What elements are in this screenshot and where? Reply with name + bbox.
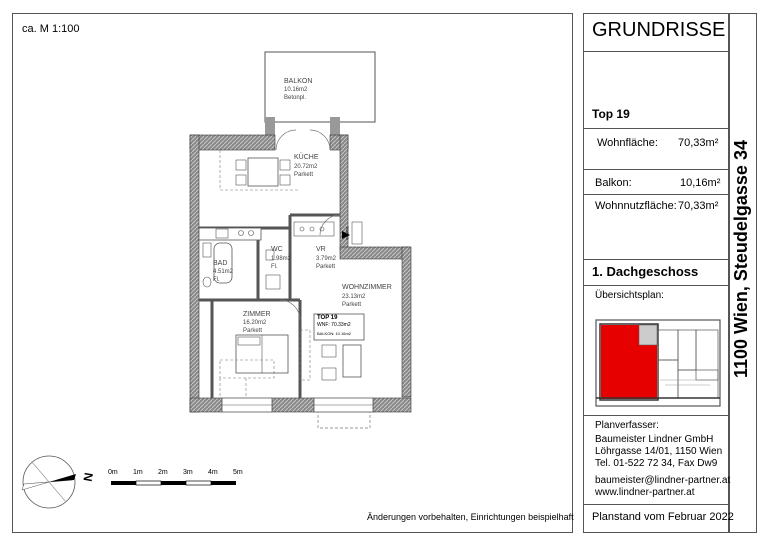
planner-web: www.lindner-partner.at [595, 487, 695, 498]
top-tag-balkon: BALKON: 10.16m2 [317, 331, 352, 336]
wall-left [190, 135, 199, 412]
wall-right-step [340, 247, 410, 259]
room-zimmer-floor: Parkett [243, 328, 263, 334]
scale-label-5: 5m [233, 469, 243, 476]
wall-bottom-1 [190, 398, 222, 412]
top-tag-title: TOP 19 [317, 315, 338, 321]
room-zimmer-area: 16.20m2 [243, 320, 267, 326]
scale-label-1: 1m [133, 469, 143, 476]
room-wohnen-floor: Parkett [342, 302, 362, 308]
wnf-value: 70,33m² [678, 200, 719, 212]
balkon-value: 10,16m² [680, 177, 721, 189]
floor-label: 1. Dachgeschoss [592, 264, 699, 279]
balkon-label: Balkon: [595, 177, 632, 189]
room-wohnen-area: 23.13m2 [342, 294, 366, 300]
planner-phone: Tel. 01-522 72 34, Fax Dw9 [595, 458, 718, 469]
vertical-address: 1100 Wien, Steudelgasse 34 [731, 140, 751, 378]
planner-company: Baumeister Lindner GmbH [595, 434, 714, 445]
room-kueche-area: 20.72m2 [294, 164, 318, 170]
plan-date: Planstand vom Februar 2022 [592, 511, 734, 523]
overview-label: Übersichtsplan: [595, 290, 664, 301]
planner-label: Planverfasser: [595, 420, 659, 431]
room-wc-area: 1.98m2 [271, 256, 292, 262]
room-zimmer-name: ZIMMER [243, 311, 271, 318]
room-vr-area: 3.79m2 [316, 256, 337, 262]
room-bad-floor: Fl. [213, 277, 220, 283]
balcony-outline [265, 52, 375, 122]
wall-top-left [190, 135, 275, 150]
room-wc-name: WC [271, 246, 283, 253]
room-balkon-floor: Betonpl. [284, 95, 307, 101]
overview-highlight [601, 325, 639, 399]
scale-label-3: 3m [183, 469, 193, 476]
top-tag-wnf: WNF: 70.33m2 [317, 322, 351, 328]
wohnflaeche-value: 70,33m² [678, 137, 719, 149]
scale-label-2: 2m [158, 469, 168, 476]
disclaimer: Änderungen vorbehalten, Einrichtungen beispielhaft [367, 512, 574, 522]
room-wc-floor: Fl. [271, 264, 278, 270]
unit-label: Top 19 [592, 107, 630, 121]
scale-label: ca. M 1:100 [22, 23, 80, 35]
wnf-label: Wohnnutzfläche: [595, 200, 677, 212]
room-balkon-area: 10.16m2 [284, 87, 308, 93]
room-kueche-name: KÜCHE [294, 154, 319, 161]
room-kueche-floor: Parkett [294, 172, 314, 178]
planner-street: Löhrgasse 14/01, 1150 Wien [595, 446, 723, 457]
room-vr-name: VR [316, 246, 326, 253]
north-letter: N [80, 471, 96, 483]
scale-bar [111, 481, 236, 485]
scale-label-0: 0m [108, 469, 118, 476]
room-vr-floor: Parkett [316, 264, 336, 270]
sidebar-title: GRUNDRISSE [592, 19, 726, 41]
overview-plan [594, 318, 722, 408]
wall-bottom-2 [272, 398, 314, 412]
scale-label-4: 4m [208, 469, 218, 476]
balcony-post-right [330, 117, 340, 137]
room-balkon-name: BALKON [284, 78, 313, 85]
wohnflaeche-label: Wohnfläche: [597, 137, 658, 149]
room-bad-area: 4.51m2 [213, 269, 234, 275]
room-wohnen-name: WOHNZIMMER [342, 284, 392, 291]
entry-tag: TOP 19 [345, 226, 350, 240]
balcony-post-left [265, 117, 275, 137]
planner-email: baumeister@lindner-partner.at [595, 475, 731, 486]
wall-right-lower [402, 247, 411, 397]
room-bad-name: BAD [213, 260, 228, 267]
wall-bottom-3 [373, 398, 411, 412]
